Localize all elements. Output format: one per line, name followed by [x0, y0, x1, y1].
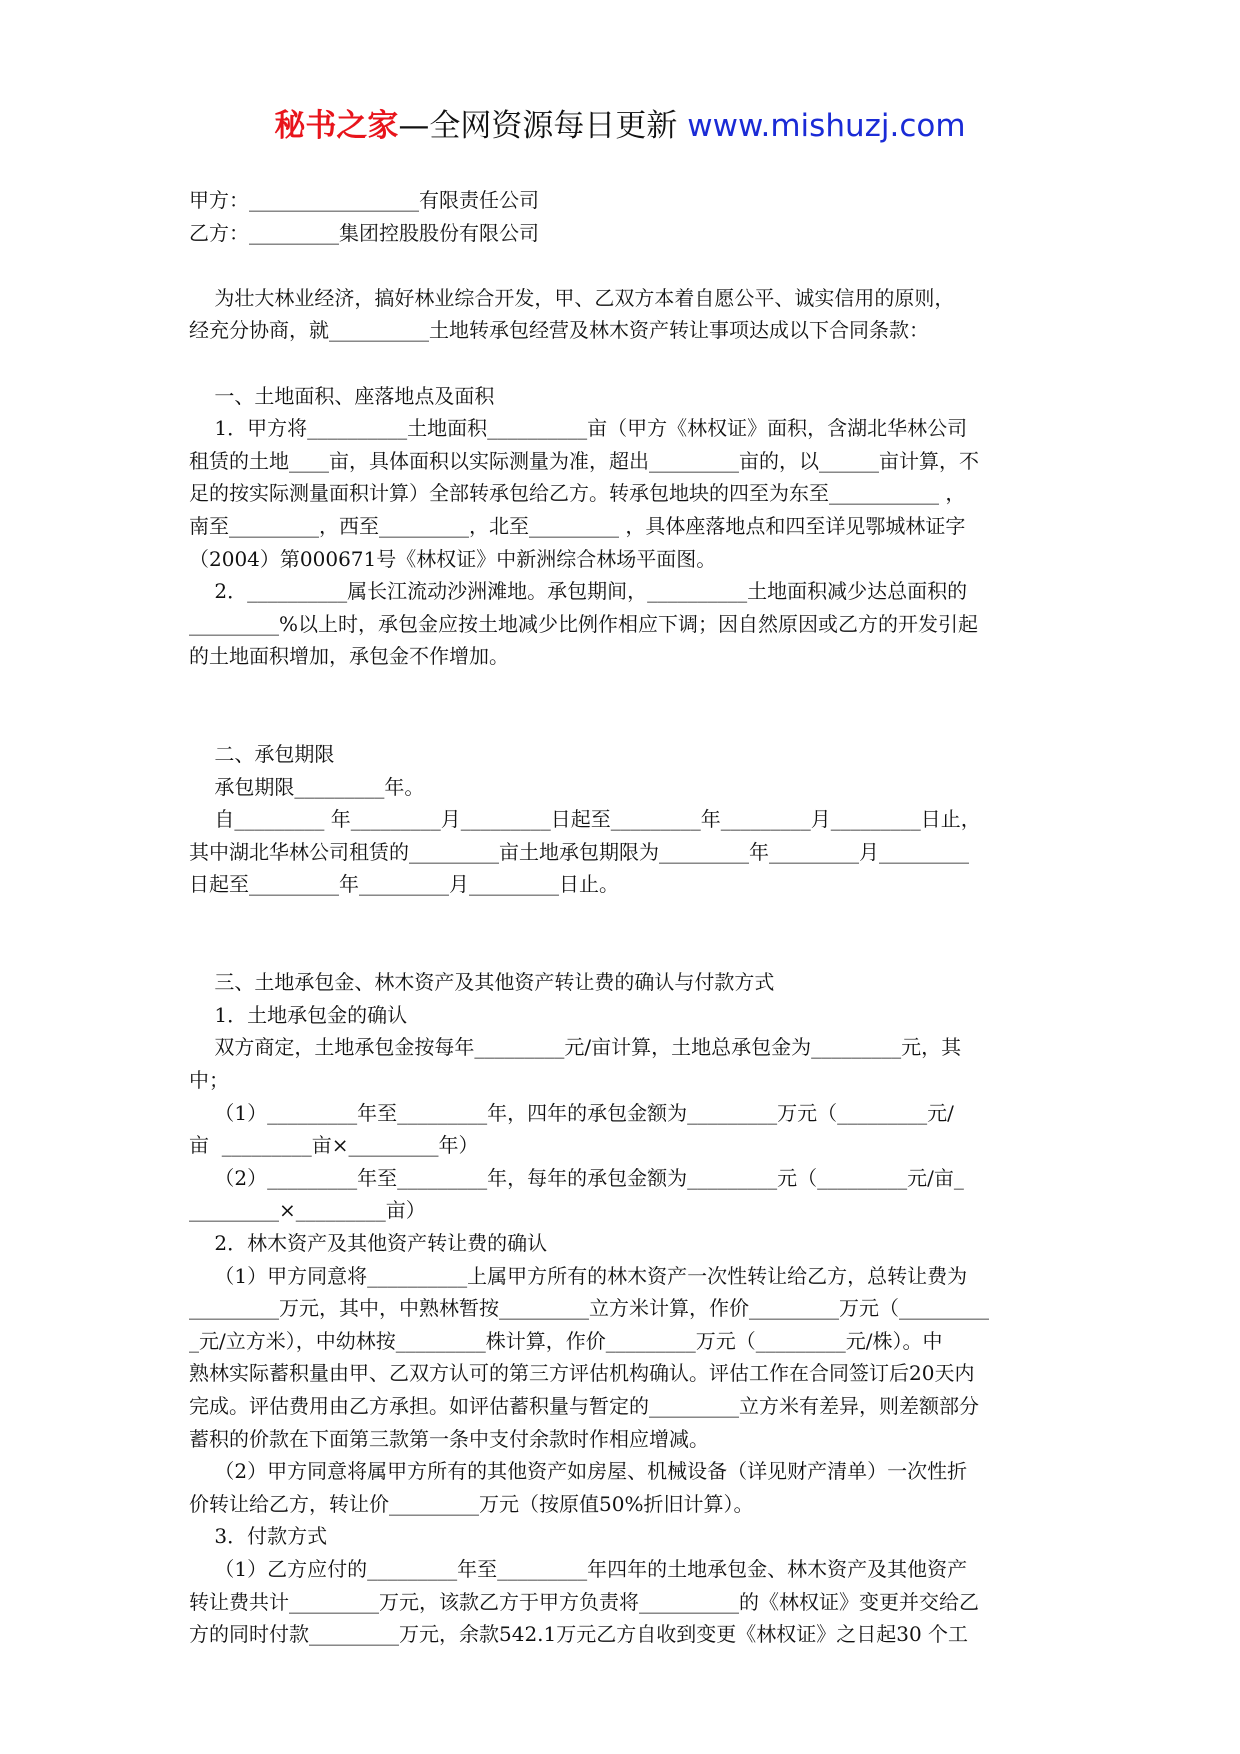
text-line: 转让费共计_________万元，该款乙方于甲方负责将__________的《林权证》变更并交给乙 — [189, 1589, 979, 1614]
text-line: 承包期限_________年。 — [189, 774, 425, 799]
text-line: 二、承包期限 — [189, 742, 335, 767]
blank-line — [189, 347, 1069, 380]
text-line: 的土地面积增加，承包金不作增加。 — [189, 644, 509, 669]
text-line: （2）_________年至_________年，每年的承包金额为_________元（_________元/亩_ — [189, 1165, 964, 1190]
text-line: _________%以上时，承包金应按土地减少比例作相应下调；因自然原因或乙方的开发引起 — [189, 611, 979, 636]
blank-line — [189, 706, 1069, 739]
text-line: 一、土地面积、座落地点及面积 — [189, 383, 495, 408]
text-line: 自_________ 年_________月_________日起至_________年_________月_________日止， — [189, 807, 981, 832]
text-line: 1．土地承包金的确认 — [189, 1002, 408, 1027]
blank-line — [189, 249, 1069, 282]
text-line: 方的同时付款_________万元，余款542.1万元乙方自收到变更《林权证》之日起30 个工 — [189, 1622, 969, 1647]
header-slogan: —全网资源每日更新 — [398, 108, 688, 144]
text-line: （2）甲方同意将属甲方所有的其他资产如房屋、机械设备（详见财产清单）一次性折 — [189, 1459, 968, 1484]
text-line: 其中湖北华林公司租赁的_________亩土地承包期限为_________年_________月_________ — [189, 839, 969, 864]
text-line: 1．甲方将__________土地面积__________亩（甲方《林权证》面积，含湖北华林公司 — [189, 416, 968, 441]
contract-body — [189, 184, 1069, 1651]
text-line: 2．__________属长江流动沙洲滩地。承包期间，__________土地面积减少达总面积的 — [189, 579, 968, 604]
text-line: 2．林木资产及其他资产转让费的确认 — [189, 1231, 548, 1255]
site-header — [0, 100, 1240, 145]
text-line: 乙方：_________集团控股股份有限公司 — [189, 220, 539, 245]
brand-name: 秘书之家 — [274, 108, 399, 144]
text-line: （1）甲方同意将__________上属甲方所有的林木资产一次性转让给乙方，总转让费为 — [189, 1263, 968, 1288]
text-line: （1）_________年至_________年，四年的承包金额为_________万元（_________元/ — [189, 1100, 954, 1125]
site-url-link[interactable]: www.mishuzj.com — [687, 108, 966, 144]
text-line: 甲方：_________________有限责任公司 — [189, 188, 539, 212]
text-line: （1）乙方应付的_________年至_________年四年的土地承包金、林木资产及其他资产 — [189, 1556, 968, 1581]
text-line: 三、土地承包金、林木资产及其他资产转让费的确认与付款方式 — [189, 970, 775, 995]
text-line: _________×_________亩） — [189, 1198, 426, 1223]
text-line: 完成。评估费用由乙方承担。如评估蓄积量与暂定的_________立方米有差异，则差额部分 — [189, 1393, 979, 1418]
text-line: 双方商定，土地承包金按每年_________元/亩计算，土地总承包金为_________元，其 — [189, 1035, 962, 1060]
text-line: 蓄积的价款在下面第三款第一条中支付余款时作相应增减。 — [189, 1426, 709, 1451]
text-line: 南至_________，西至_________，北至_________ ，具体座落地点和四至详见鄂城林证字 — [189, 513, 966, 538]
blank-line — [189, 901, 1069, 934]
text-line: _元/立方米），中幼林按_________株计算，作价_________万元（_________元/株）。中 — [189, 1328, 943, 1353]
text-line: （2004）第000671号《林权证》中新洲综合林场平面图。 — [189, 546, 717, 571]
text-line: 日起至_________年_________月_________日止。 — [189, 872, 619, 897]
text-line: 3．付款方式 — [189, 1524, 328, 1549]
blank-line — [189, 673, 1069, 706]
text-line: 足的按实际测量面积计算）全部转承包给乙方。转承包地块的四至为东至___________ ， — [189, 481, 966, 506]
text-line: 中； — [189, 1068, 229, 1093]
blank-line — [189, 934, 1069, 967]
text-line: 经充分协商，就__________土地转承包经营及林木资产转让事项达成以下合同条款： — [189, 318, 929, 343]
text-line: 为壮大林业经济，搞好林业综合开发，甲、乙双方本着自愿公平、诚实信用的原则， — [189, 285, 955, 310]
text-line: 熟林实际蓄积量由甲、乙双方认可的第三方评估机构确认。评估工作在合同签订后20天内 — [189, 1361, 975, 1386]
text-line: 亩 _________亩×_________年） — [189, 1133, 479, 1158]
text-line: 租赁的土地____亩，具体面积以实际测量为准，超出_________亩的，以______亩计算，不 — [189, 448, 979, 473]
text-line: 价转让给乙方，转让价_________万元（按原值50%折旧计算）。 — [189, 1491, 754, 1516]
text-line: _________万元，其中，中熟林暂按_________立方米计算，作价_________万元（_________ — [189, 1296, 989, 1321]
